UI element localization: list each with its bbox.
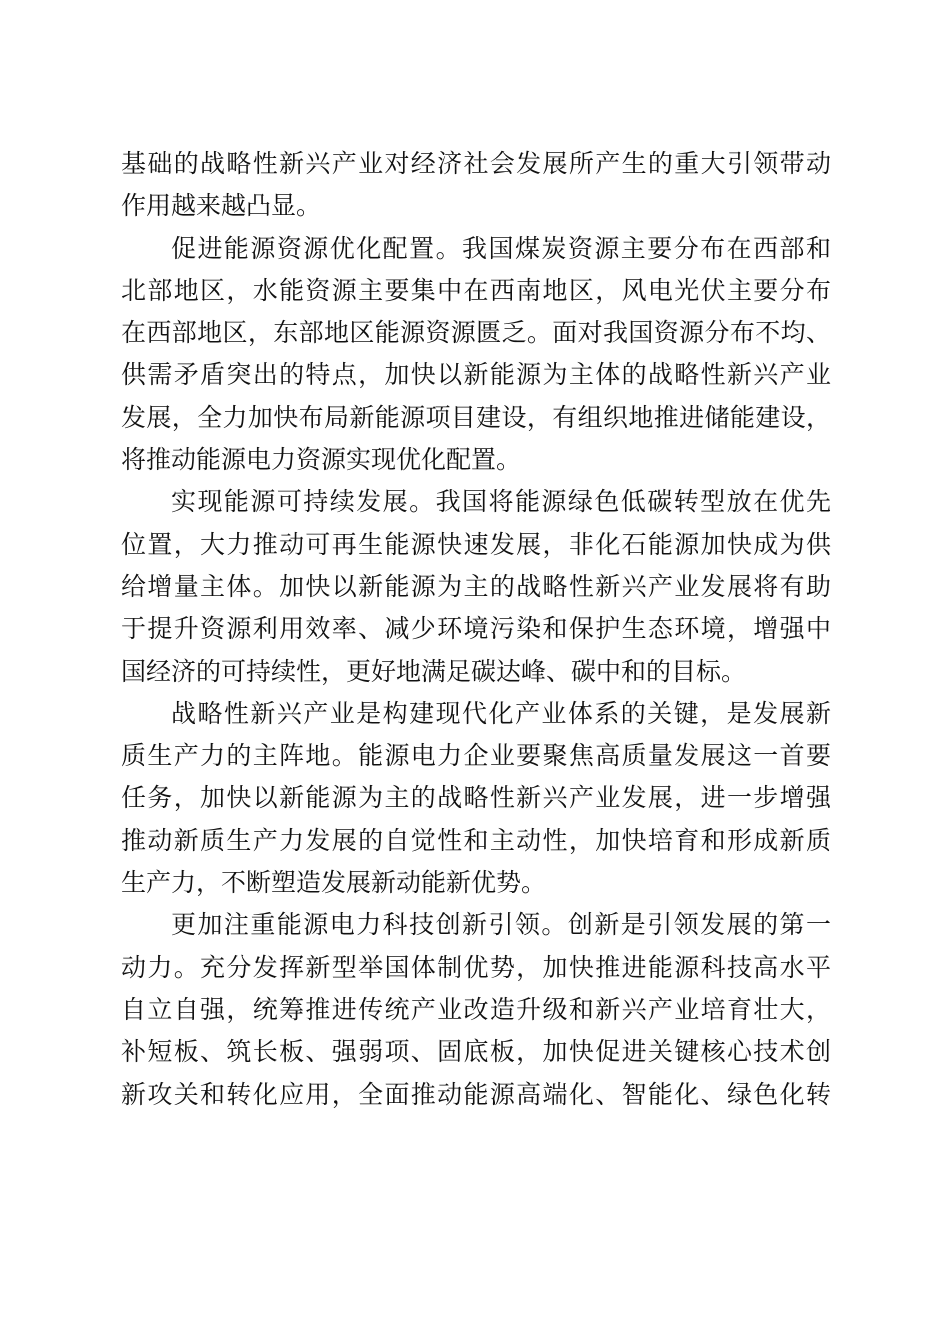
text-line: 作用越来越凸显。 <box>121 191 322 221</box>
text-line: 推动新质生产力发展的自觉性和主动性，加快培育和形成新质 <box>121 825 831 855</box>
text-line: 自立自强，统筹推进传统产业改造升级和新兴产业培育壮大， <box>121 994 831 1024</box>
text-line: 给增量主体。加快以新能源为主的战略性新兴产业发展将有助 <box>121 571 831 601</box>
text-line: 供需矛盾突出的特点，加快以新能源为主体的战略性新兴产业 <box>121 360 831 390</box>
text-line: 基础的战略性新兴产业对经济社会发展所产生的重大引领带动 <box>121 149 831 178</box>
text-line: 在西部地区，东部地区能源资源匮乏。面对我国资源分布不均、 <box>121 318 831 348</box>
text-line: 发展，全力加快布局新能源项目建设，有组织地推进储能建设， <box>121 402 831 432</box>
text-line: 将推动能源电力资源实现优化配置。 <box>121 445 522 475</box>
text-line: 新攻关和转化应用，全面推动能源高端化、智能化、绿色化转 <box>121 1079 831 1109</box>
paragraph-first-line: 更加注重能源电力科技创新引领。创新是引领发展的第一 <box>171 910 831 940</box>
text-line: 质生产力的主阵地。能源电力企业要聚焦高质量发展这一首要 <box>121 741 831 771</box>
text-line: 任务，加快以新能源为主的战略性新兴产业发展，进一步增强 <box>121 783 831 813</box>
text-line: 北部地区，水能资源主要集中在西南地区，风电光伏主要分布 <box>121 275 831 305</box>
document-body <box>121 143 831 1116</box>
text-line: 位置，大力推动可再生能源快速发展，非化石能源加快成为供 <box>121 529 831 559</box>
text-line: 补短板、筑长板、强弱项、固底板，加快促进关键核心技术创 <box>121 1037 831 1067</box>
text-line: 国经济的可持续性，更好地满足碳达峰、碳中和的目标。 <box>121 656 747 686</box>
text-line: 动力。充分发挥新型举国体制优势，加快推进能源科技高水平 <box>121 952 831 982</box>
text-line: 生产力，不断塑造发展新动能新优势。 <box>121 868 547 898</box>
paragraph-first-line: 实现能源可持续发展。我国将能源绿色低碳转型放在优先 <box>171 487 831 517</box>
text-line: 于提升资源利用效率、减少环境污染和保护生态环境，增强中 <box>121 614 831 644</box>
paragraph-first-line: 战略性新兴产业是构建现代化产业体系的关键，是发展新 <box>171 698 831 728</box>
paragraph-first-line: 促进能源资源优化配置。我国煤炭资源主要分布在西部和 <box>171 233 831 263</box>
